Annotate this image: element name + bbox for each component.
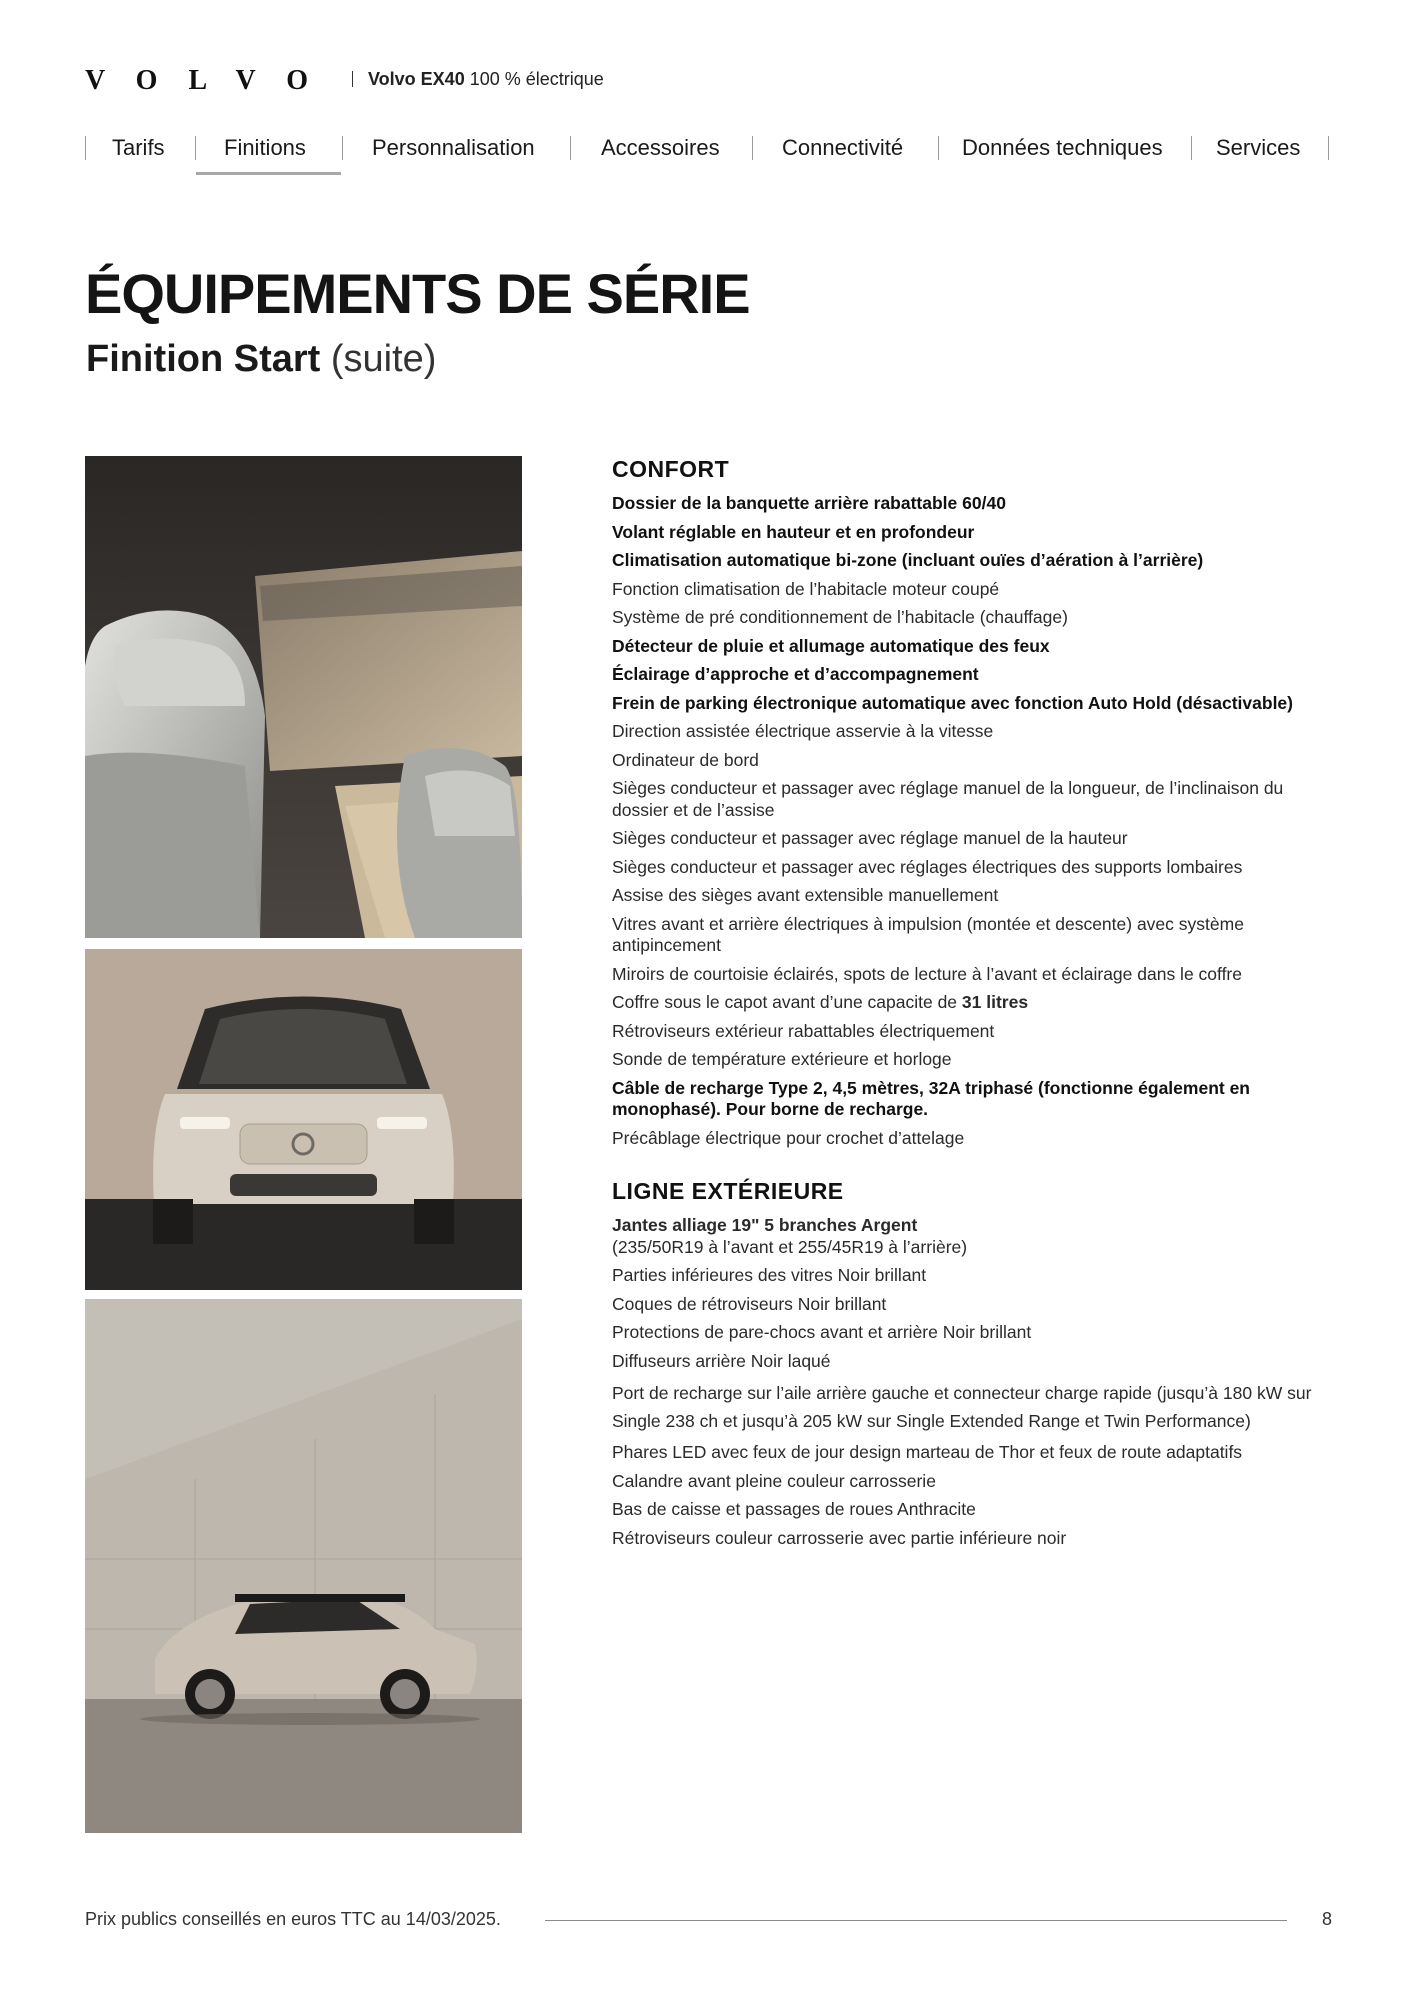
nav-item-accessoires[interactable]: Accessoires	[601, 135, 720, 160]
section-title-ligne-exterieure: LIGNE EXTÉRIEURE	[612, 1178, 844, 1204]
nav-separator	[938, 136, 939, 160]
nav-item-finitions[interactable]: Finitions	[224, 135, 306, 160]
trunk-capacity: 31 litres	[961, 992, 1029, 1012]
list-item: Direction assistée électrique asservie à la vitesse	[612, 721, 994, 741]
list-item: Vitres avant et arrière électriques à impulsion (montée et descente) avec système antipincement	[612, 913, 1244, 955]
list-item: Système de pré conditionnement de l’habitacle (chauffage)	[612, 607, 1068, 627]
volvo-logo[interactable]: VOLVO	[85, 65, 339, 96]
list-item: Fonction climatisation de l’habitacle moteur coupé	[612, 578, 1000, 599]
footer-divider	[545, 1920, 1287, 1921]
model-label	[368, 68, 604, 90]
wheels-title: Jantes alliage 19" 5 branches Argent	[612, 1215, 918, 1235]
list-item: Port de recharge sur l’aile arrière gauche et connecteur charge rapide (jusqu’à 180 kW sur Single 238 ch et jusqu’à 205 kW sur Single Extended Range et Twin Performance)	[612, 1383, 1312, 1431]
nav-separator	[752, 136, 753, 160]
subtitle-trim: Finition Start	[86, 338, 321, 380]
list-item: Sièges conducteur et passager avec réglage manuel de la hauteur	[612, 828, 1128, 848]
model-suffix: 100 % électrique	[469, 69, 604, 89]
car-side-photo	[85, 1299, 522, 1833]
list-item: Détecteur de pluie et allumage automatique des feux	[612, 635, 1050, 656]
list-item: Sièges conducteur et passager avec réglage manuel de la longueur, de l’inclinaison du dossier et de l’assise	[612, 778, 1284, 820]
wheels-detail: (235/50R19 à l’avant et 255/45R19 à l’arrière)	[612, 1236, 968, 1257]
list-item: Protections de pare-chocs avant et arrière Noir brillant	[612, 1322, 1032, 1342]
list-item: Rétroviseurs extérieur rabattables électriquement	[612, 1020, 995, 1041]
list-item: Rétroviseurs couleur carrosserie avec partie inférieure noir	[612, 1527, 1067, 1548]
list-item: Phares LED avec feux de jour design marteau de Thor et feux de route adaptatifs	[612, 1442, 1243, 1462]
nav-separator	[195, 136, 196, 160]
list-item: Diffuseurs arrière Noir laqué	[612, 1350, 831, 1371]
nav-separator	[85, 136, 86, 160]
nav-item-services[interactable]: Services	[1216, 135, 1301, 160]
list-item: Parties inférieures des vitres Noir brillant	[612, 1265, 927, 1285]
nav-separator	[1328, 136, 1329, 160]
model-name: Volvo EX40	[368, 69, 465, 89]
nav-separator	[342, 136, 343, 160]
list-item-wheels	[612, 1215, 1332, 1258]
equipment-list	[612, 455, 1332, 1556]
list-item: Frein de parking électronique automatique avec fonction Auto Hold (désactivable)	[612, 692, 1293, 713]
page-subtitle	[86, 336, 436, 382]
footer-price-note: Prix publics conseillés en euros TTC au 14/03/2025.	[85, 1909, 501, 1929]
list-item: Ordinateur de bord	[612, 749, 759, 770]
top-navigation	[85, 130, 1330, 174]
list-item: Sièges conducteur et passager avec réglages électriques des supports lombaires	[612, 856, 1243, 877]
list-item: Calandre avant pleine couleur carrosserie	[612, 1470, 936, 1491]
nav-separator	[570, 136, 571, 160]
list-item: Sonde de température extérieure et horloge	[612, 1049, 952, 1069]
nav-item-personnalisation[interactable]: Personnalisation	[372, 135, 535, 160]
list-item: Coques de rétroviseurs Noir brillant	[612, 1293, 887, 1314]
nav-active-indicator	[196, 172, 341, 175]
interior-panoramic-roof-photo	[85, 456, 522, 938]
car-front-photo	[85, 949, 522, 1290]
list-item-trunk	[612, 992, 1332, 1014]
list-item: Bas de caisse et passages de roues Anthracite	[612, 1499, 976, 1519]
nav-item-connectivite[interactable]: Connectivité	[782, 135, 904, 160]
list-item: Précâblage électrique pour crochet d’attelage	[612, 1127, 965, 1148]
list-item: Dossier de la banquette arrière rabattable 60/40	[612, 493, 1006, 513]
trunk-prefix: Coffre sous le capot avant d’une capacite de	[612, 992, 958, 1012]
list-item: Éclairage d’approche et d’accompagnement	[612, 664, 979, 684]
nav-item-tarifs[interactable]: Tarifs	[112, 135, 165, 160]
page-title: ÉQUIPEMENTS DE SÉRIE	[85, 262, 750, 325]
section-title-confort: CONFORT	[612, 456, 730, 482]
nav-item-donnees-techniques[interactable]: Données techniques	[962, 135, 1163, 160]
list-item: Miroirs de courtoisie éclairés, spots de lecture à l’avant et éclairage dans le coffre	[612, 963, 1242, 984]
list-item: Volant réglable en hauteur et en profondeur	[612, 521, 975, 542]
exterieur-list	[612, 1215, 1332, 1549]
page-number: 8	[1321, 1909, 1332, 1929]
confort-list	[612, 493, 1332, 1149]
header-separator	[352, 71, 353, 87]
nav-separator	[1191, 136, 1192, 160]
list-item: Assise des sièges avant extensible manuellement	[612, 885, 999, 905]
list-item: Câble de recharge Type 2, 4,5 mètres, 32A triphasé (fonctionne également en monophasé). Pour borne de recharge.	[612, 1077, 1250, 1119]
subtitle-suite: (suite)	[330, 338, 437, 380]
list-item: Climatisation automatique bi-zone (incluant ouïes d’aération à l’arrière)	[612, 550, 1204, 570]
